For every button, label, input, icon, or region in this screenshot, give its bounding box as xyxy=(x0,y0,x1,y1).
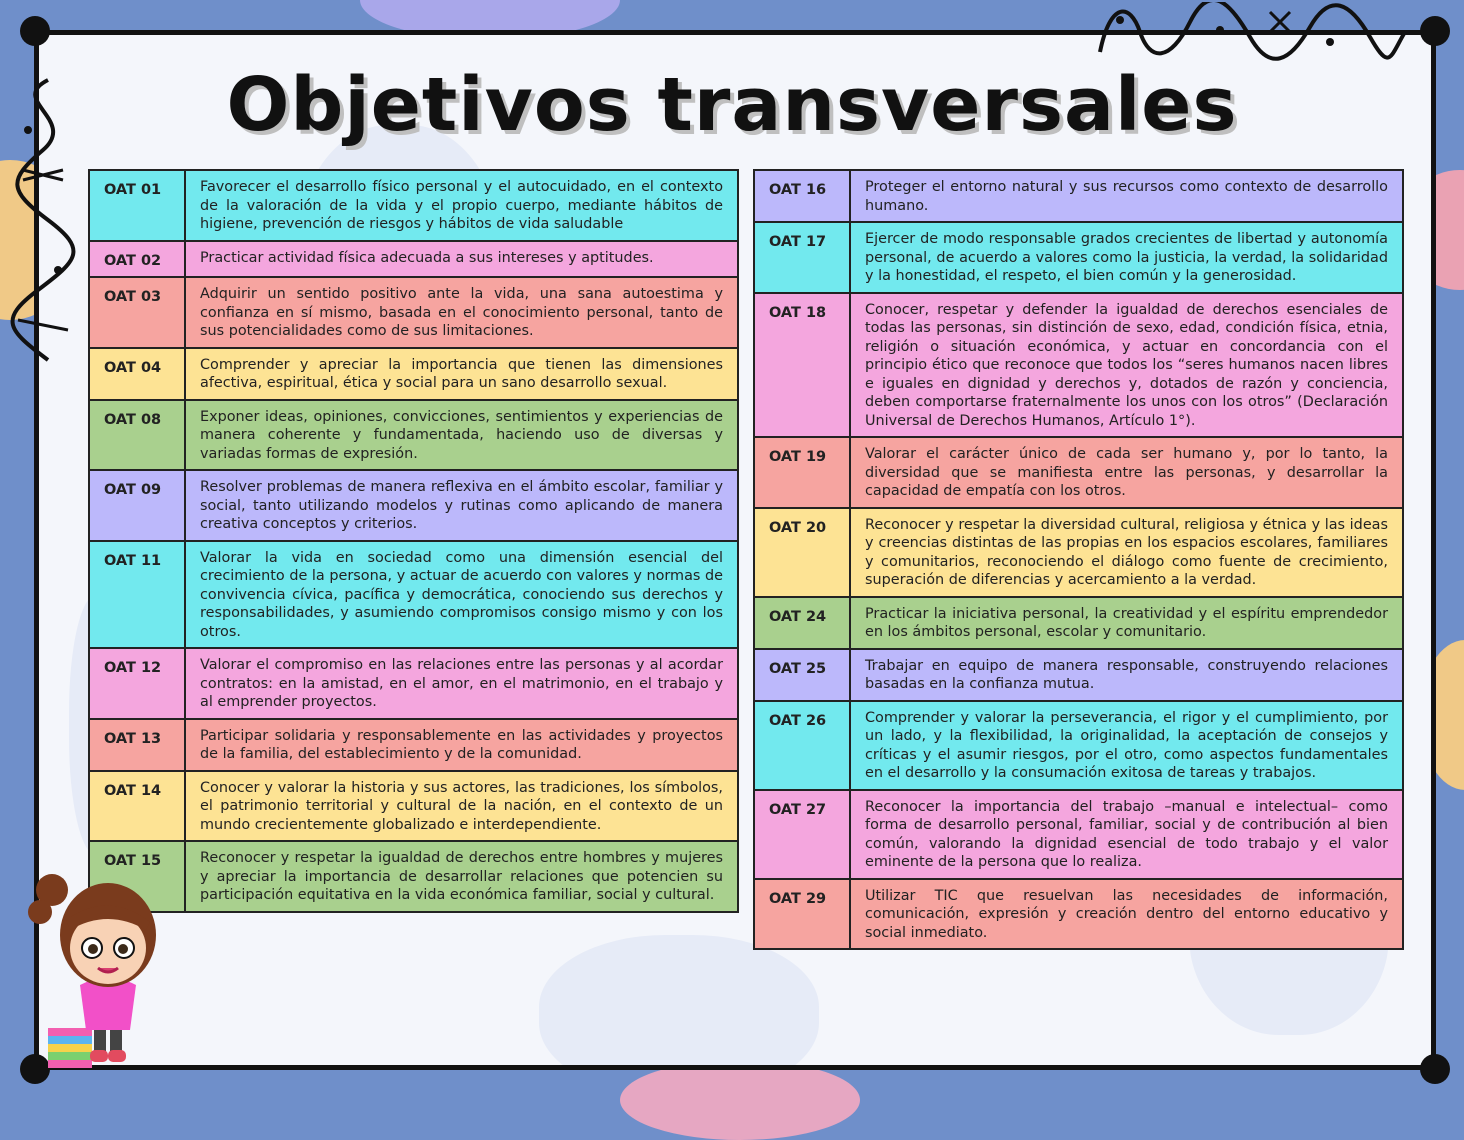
background-shape xyxy=(539,935,819,1070)
oat-code: OAT 19 xyxy=(754,437,850,508)
oat-description: Reconocer y respetar la igualdad de derechos entre hombres y mujeres y apreciar la importancia de desarrollar relaciones que potencien su participación equitativa en la vida económica familiar, social y cultural. xyxy=(185,841,738,912)
oat-description: Practicar actividad física adecuada a sus intereses y aptitudes. xyxy=(185,241,738,278)
oat-description: Valorar el compromiso en las relaciones entre las personas y al acordar contratos: en la amistad, en el amor, en el matrimonio, en el trabajo y al emprender proyectos. xyxy=(185,648,738,719)
oat-row xyxy=(89,841,738,912)
oat-row xyxy=(89,170,738,241)
oat-description: Conocer y valorar la historia y sus actores, las tradiciones, los símbolos, el patrimonio territorial y cultural de la nación, en el contexto de un mundo crecientemente globalizado e interdependiente. xyxy=(185,771,738,842)
oat-description: Conocer, respetar y defender la igualdad de derechos esenciales de todas las personas, sin distinción de sexo, edad, condición física, etnia, religión o situación económica, y actuar en concordancia con el principio ético que reconoce que todos los “seres humanos nacen libres e iguales en dignidad y derechos y, dotados de razón y conciencia, deben comportarse fraternalmente los unos con los otros” (Declaración Universal de Derechos Humanos, Artículo 1°). xyxy=(850,293,1403,438)
oat-code: OAT 18 xyxy=(754,293,850,438)
oat-row xyxy=(754,170,1403,222)
oat-row xyxy=(89,470,738,541)
oat-code: OAT 04 xyxy=(89,348,185,400)
oat-code: OAT 02 xyxy=(89,241,185,278)
oat-table-right xyxy=(753,169,1404,950)
oat-row xyxy=(754,701,1403,790)
oat-row xyxy=(89,400,738,471)
oat-row xyxy=(754,508,1403,597)
oat-row xyxy=(754,437,1403,508)
oat-table-left xyxy=(88,169,739,913)
oat-code: OAT 20 xyxy=(754,508,850,597)
background-blob xyxy=(620,1060,860,1140)
oat-description: Comprender y valorar la perseverancia, el rigor y el cumplimiento, por un lado, y la flexibilidad, la originalidad, la aceptación de consejos y críticas y el asumir riesgos, por el otro, como aspectos fundamentales en el desarrollo y la consumación exitosa de tareas y trabajos. xyxy=(850,701,1403,790)
oat-description: Resolver problemas de manera reflexiva en el ámbito escolar, familiar y social, tanto utilizando modelos y rutinas como aplicando de manera creativa conceptos y criterios. xyxy=(185,470,738,541)
oat-code: OAT 17 xyxy=(754,222,850,293)
oat-description: Valorar la vida en sociedad como una dimensión esencial del crecimiento de la persona, y actuar de acuerdo con valores y normas de convivencia cívica, pacífica y democrática, conociendo sus derechos y responsabilidades, y asumiendo compromisos consigo mismo y con los otros. xyxy=(185,541,738,649)
girl-illustration xyxy=(22,850,162,1075)
oat-code: OAT 16 xyxy=(754,170,850,222)
oat-description: Comprender y apreciar la importancia que tienen las dimensiones afectiva, espiritual, ética y social para un sano desarrollo sexual. xyxy=(185,348,738,400)
oat-row xyxy=(89,648,738,719)
oat-code: OAT 25 xyxy=(754,649,850,701)
oat-row xyxy=(89,719,738,771)
oat-description: Exponer ideas, opiniones, convicciones, sentimientos y experiencias de manera coherente y fundamentada, haciendo uso de diversas y variadas formas de expresión. xyxy=(185,400,738,471)
oat-code: OAT 26 xyxy=(754,701,850,790)
corner-dot xyxy=(20,16,50,46)
oat-description: Practicar la iniciativa personal, la creatividad y el espíritu emprendedor en los ámbitos personal, escolar y comunitario. xyxy=(850,597,1403,649)
oat-row xyxy=(754,790,1403,879)
oat-code: OAT 03 xyxy=(89,277,185,348)
corner-dot xyxy=(1420,16,1450,46)
oat-row xyxy=(89,348,738,400)
oat-description: Reconocer y respetar la diversidad cultural, religiosa y étnica y las ideas y creencias distintas de las propias en los espacios escolares, familiares y comunitarios, reconociendo el diálogo como fuente de crecimiento, superación de diferencias y acercamiento a la verdad. xyxy=(850,508,1403,597)
oat-row xyxy=(89,541,738,649)
oat-code: OAT 13 xyxy=(89,719,185,771)
oat-code: OAT 29 xyxy=(754,879,850,950)
oat-row xyxy=(754,649,1403,701)
oat-row xyxy=(754,222,1403,293)
squiggle-decoration xyxy=(1090,2,1410,62)
oat-code: OAT 12 xyxy=(89,648,185,719)
oat-description: Valorar el carácter único de cada ser humano y, por lo tanto, la diversidad que se manifiesta entre las personas, y desarrollar la capacidad de empatía con los otros. xyxy=(850,437,1403,508)
page-title: Objetivos transversales xyxy=(226,62,1238,148)
oat-description: Participar solidaria y responsablemente en las actividades y proyectos de la familia, del establecimiento y de la comunidad. xyxy=(185,719,738,771)
oat-code: OAT 08 xyxy=(89,400,185,471)
oat-code: OAT 24 xyxy=(754,597,850,649)
oat-row xyxy=(89,277,738,348)
oat-code: OAT 27 xyxy=(754,790,850,879)
oat-row xyxy=(89,241,738,278)
oat-code: OAT 14 xyxy=(89,771,185,842)
oat-description: Reconocer la importancia del trabajo –manual e intelectual– como forma de desarrollo personal, familiar, social y de contribución al bien común, valorando la dignidad esencial de todo trabajo y el valor eminente de la persona que lo realiza. xyxy=(850,790,1403,879)
oat-code: OAT 01 xyxy=(89,170,185,241)
oat-code: OAT 09 xyxy=(89,470,185,541)
oat-description: Proteger el entorno natural y sus recursos como contexto de desarrollo humano. xyxy=(850,170,1403,222)
corner-dot xyxy=(1420,1054,1450,1084)
oat-description: Adquirir un sentido positivo ante la vida, una sana autoestima y confianza en sí mismo, basada en el conocimiento personal, tanto de sus potencialidades como de sus limitaciones. xyxy=(185,277,738,348)
oat-description: Ejercer de modo responsable grados crecientes de libertad y autonomía personal, de acuerdo a valores como la justicia, la verdad, la solidaridad y la honestidad, el respeto, el bien común y la generosidad. xyxy=(850,222,1403,293)
oat-description: Favorecer el desarrollo físico personal y el autocuidado, en el contexto de la valoración de la vida y el propio cuerpo, mediante hábitos de higiene, prevención de riesgos y hábitos de vida saludable xyxy=(185,170,738,241)
oat-row xyxy=(754,293,1403,438)
oat-description: Trabajar en equipo de manera responsable, construyendo relaciones basadas en la confianza mutua. xyxy=(850,649,1403,701)
oat-code: OAT 11 xyxy=(89,541,185,649)
oat-description: Utilizar TIC que resuelvan las necesidades de información, comunicación, expresión y creación dentro del entorno educativo y social inmediato. xyxy=(850,879,1403,950)
oat-row xyxy=(754,597,1403,649)
oat-row xyxy=(89,771,738,842)
oat-code: OAT 15 xyxy=(89,841,185,912)
oat-row xyxy=(754,879,1403,950)
